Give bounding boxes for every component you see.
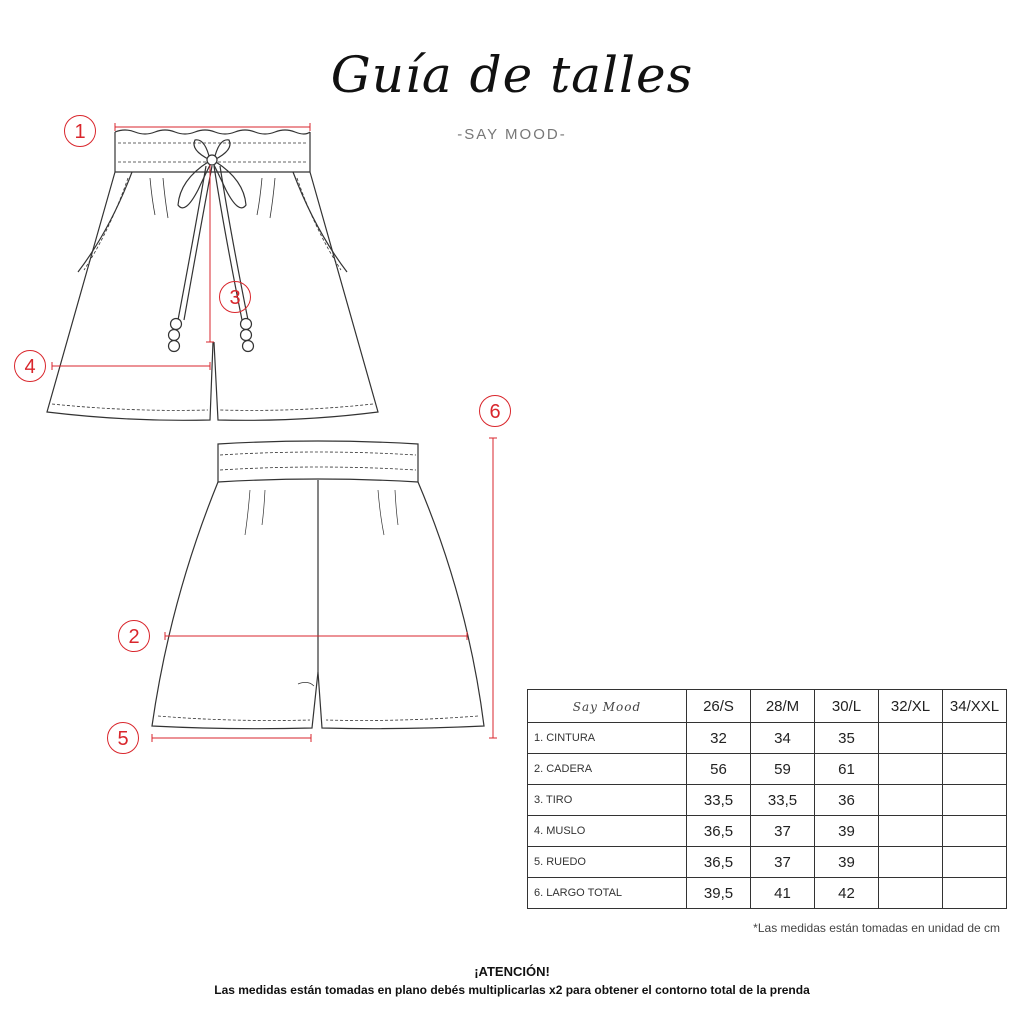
measure-label-6: 6 <box>479 395 511 427</box>
brand-subtitle: -SAY MOOD- <box>457 126 567 143</box>
measure-value: 39,5 <box>687 878 751 909</box>
measure-value: 36,5 <box>687 816 751 847</box>
measurement-lines <box>52 123 497 742</box>
measure-name: 2. CADERA <box>528 754 687 785</box>
table-row <box>528 785 1007 816</box>
measure-name: 5. RUEDO <box>528 847 687 878</box>
attention-text: Las medidas están tomadas en plano debés multiplicarlas x2 para obtener el contorno total de la prenda <box>214 983 810 997</box>
size-table <box>527 689 1007 909</box>
table-row <box>528 754 1007 785</box>
table-row <box>528 816 1007 847</box>
measure-value: 37 <box>751 847 815 878</box>
size-header: 26/S <box>687 690 751 723</box>
measure-value: 36,5 <box>687 847 751 878</box>
measure-value: 36 <box>815 785 879 816</box>
page-title: Guía de talles <box>330 46 694 104</box>
measure-value: 41 <box>751 878 815 909</box>
size-header: 32/XL <box>879 690 943 723</box>
measure-value <box>943 785 1007 816</box>
measure-value: 33,5 <box>687 785 751 816</box>
measure-value: 35 <box>815 723 879 754</box>
measure-value <box>943 723 1007 754</box>
measure-value <box>879 816 943 847</box>
measure-value <box>879 723 943 754</box>
measure-value: 59 <box>751 754 815 785</box>
measure-label-4: 4 <box>14 350 46 382</box>
measure-value <box>943 847 1007 878</box>
measure-value: 34 <box>751 723 815 754</box>
measure-value <box>879 878 943 909</box>
measure-value <box>879 754 943 785</box>
measure-value: 32 <box>687 723 751 754</box>
brand-signature-cell <box>528 690 687 723</box>
measure-value: 37 <box>751 816 815 847</box>
measure-label-3: 3 <box>219 281 251 313</box>
size-header: 34/XXL <box>943 690 1007 723</box>
measure-name: 6. LARGO TOTAL <box>528 878 687 909</box>
measure-value <box>879 785 943 816</box>
measure-value: 39 <box>815 847 879 878</box>
table-row <box>528 878 1007 909</box>
measure-value: 42 <box>815 878 879 909</box>
table-row <box>528 723 1007 754</box>
measure-value: 61 <box>815 754 879 785</box>
attention-title: ¡ATENCIÓN! <box>474 964 550 979</box>
measure-value <box>879 847 943 878</box>
table-row <box>528 847 1007 878</box>
measure-value <box>943 754 1007 785</box>
size-header-row <box>528 690 1007 723</box>
size-header: 28/M <box>751 690 815 723</box>
measure-name: 1. CINTURA <box>528 723 687 754</box>
shorts-back-view <box>152 441 484 729</box>
measure-value <box>943 816 1007 847</box>
size-header: 30/L <box>815 690 879 723</box>
units-note: *Las medidas están tomadas en unidad de cm <box>753 921 1000 935</box>
measure-value: 39 <box>815 816 879 847</box>
brand-signature: Say Mood <box>572 699 642 714</box>
measure-label-5: 5 <box>107 722 139 754</box>
measure-value <box>943 878 1007 909</box>
shorts-front-view <box>47 130 378 420</box>
measure-label-2: 2 <box>118 620 150 652</box>
measure-value: 56 <box>687 754 751 785</box>
measure-label-1: 1 <box>64 115 96 147</box>
measure-name: 3. TIRO <box>528 785 687 816</box>
measure-value: 33,5 <box>751 785 815 816</box>
measure-name: 4. MUSLO <box>528 816 687 847</box>
